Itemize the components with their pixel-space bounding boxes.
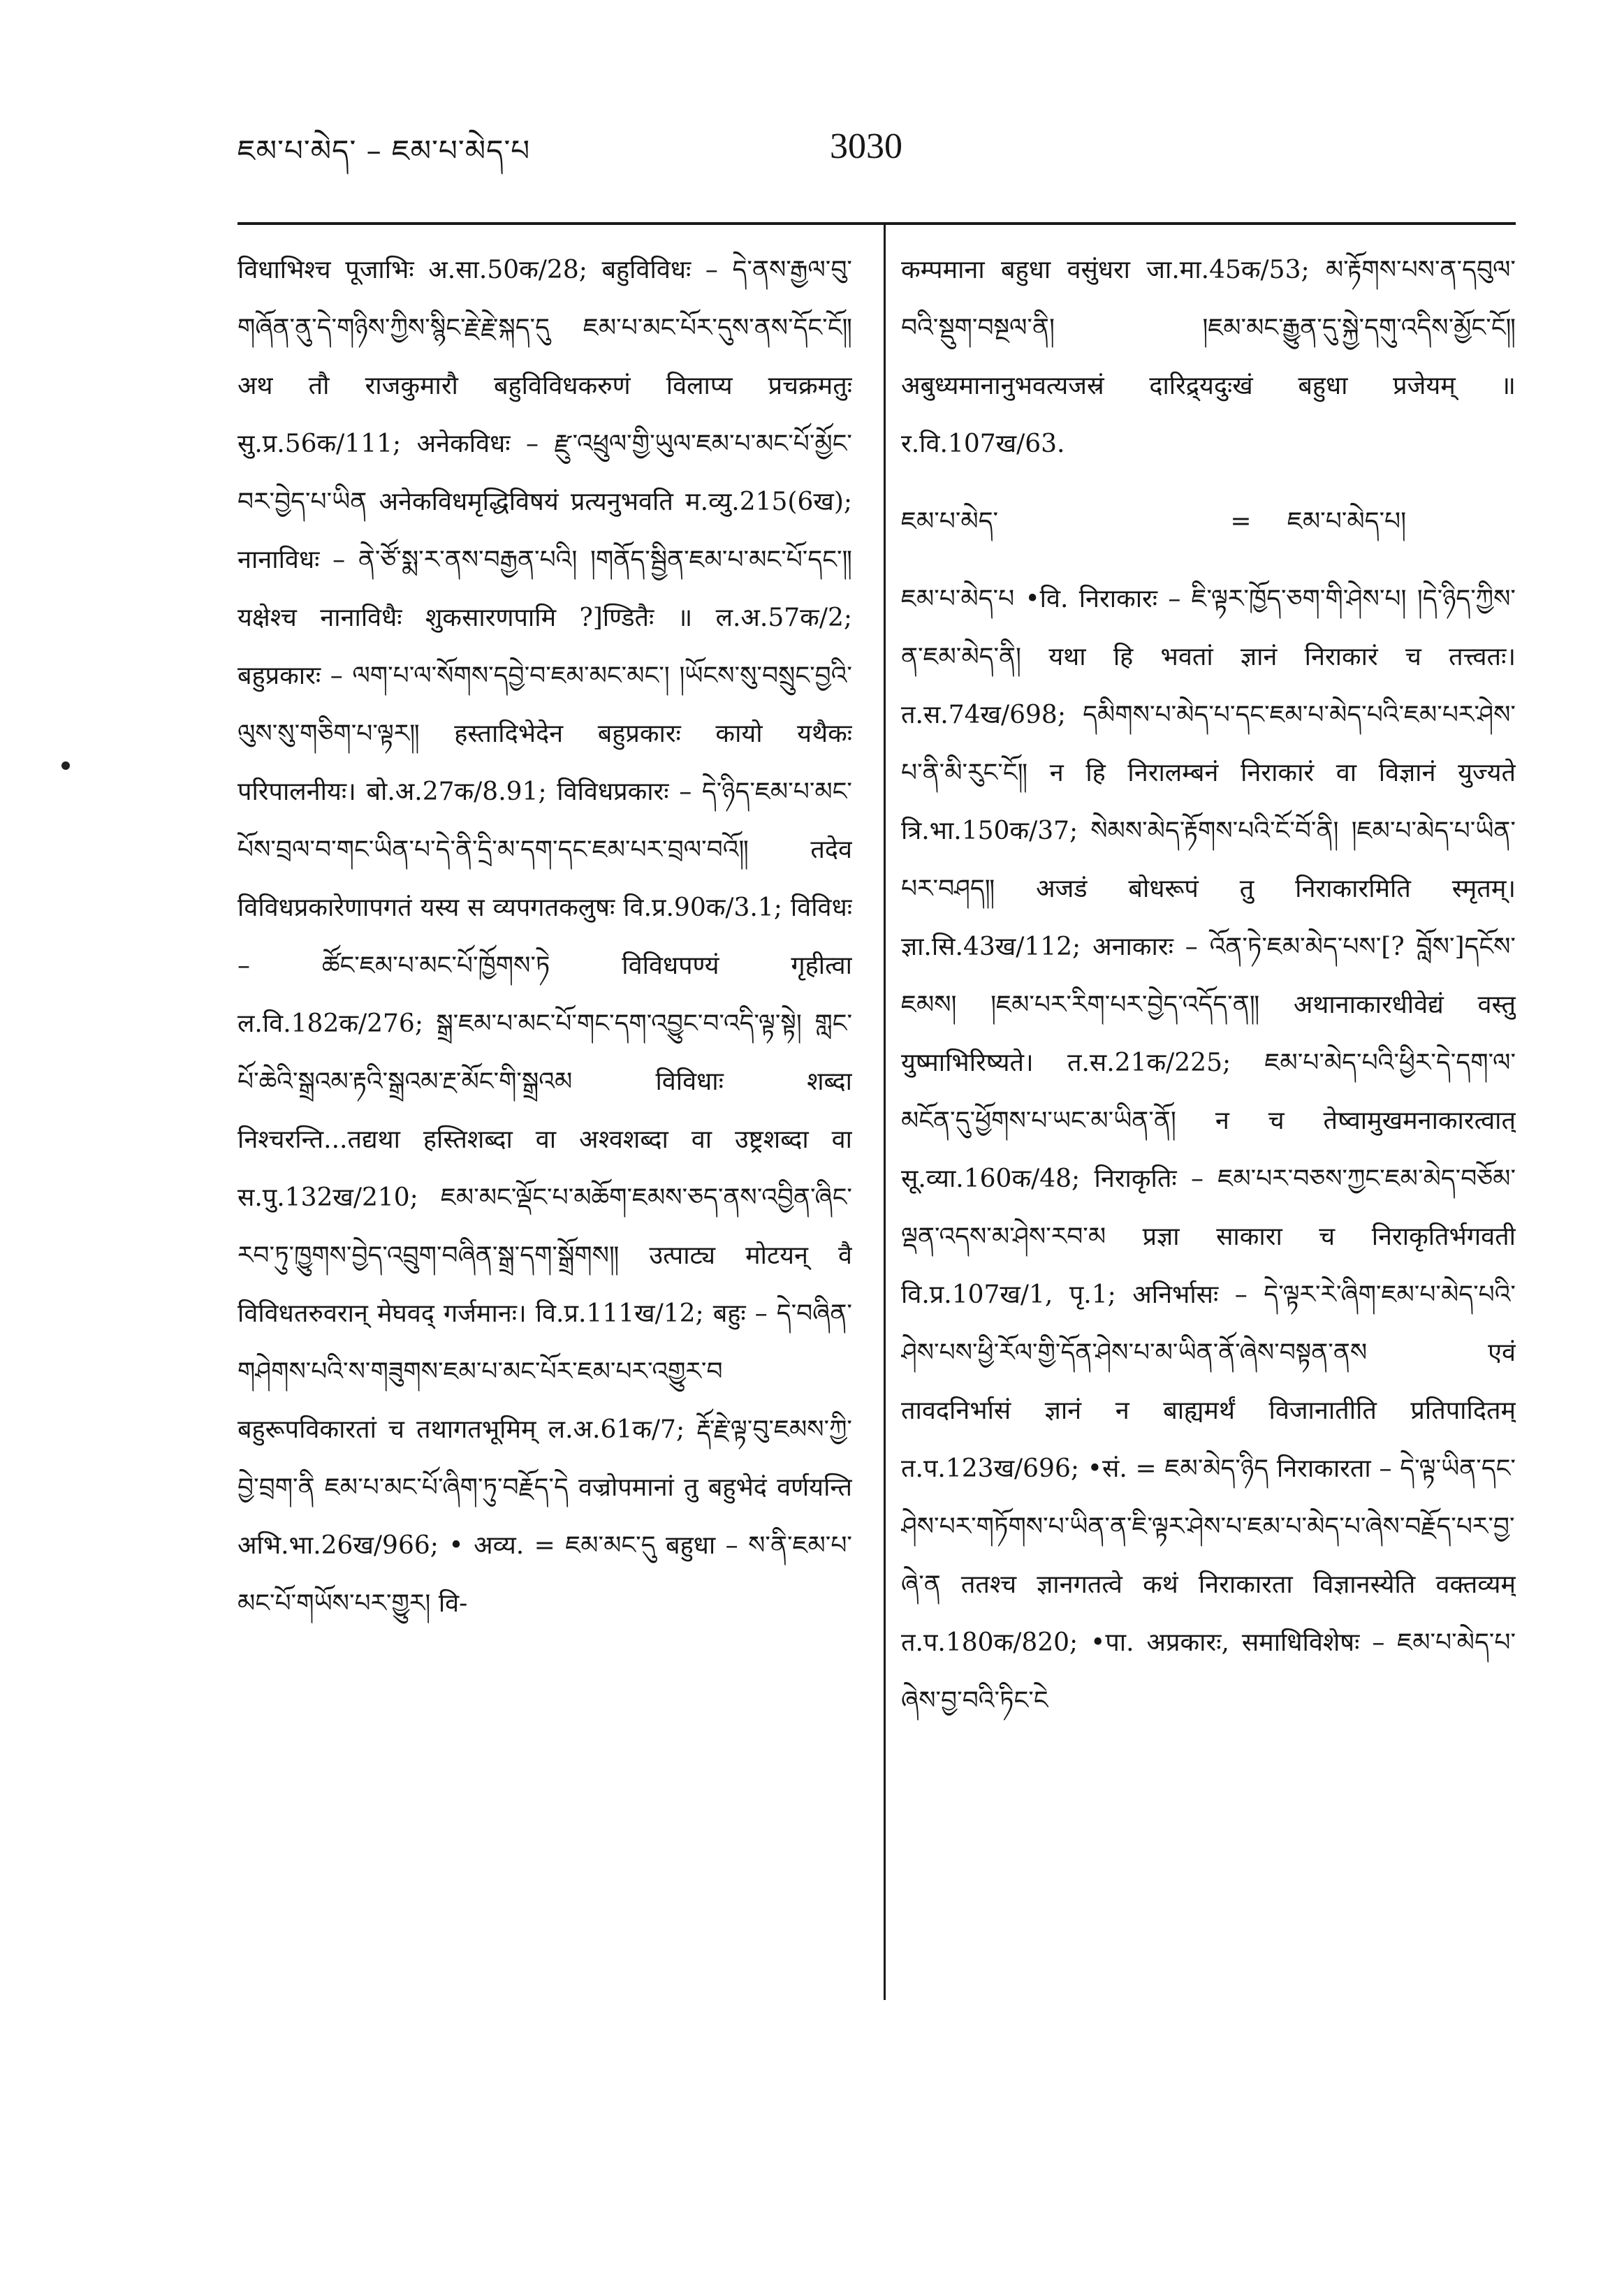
page-number: 3030 bbox=[830, 126, 902, 166]
main-entry-text: ཇམ་པ་མེད་པ •वि. निराकारः – ཇི་ལྟར་ཁྱོད་ཅག་གི་ཤེས་པ། །དེ་ཉིད་ཀྱིས་ན་ཇམ་མེད་ནི། यथा हि भवतां ज्ञानं निराकारं च तत्त्वतः। त.स.74ख/698; དམིགས་པ་མེད་པ་དང་ཇམ་པ་མེད་པའི་ཇམ་པར་ཤེས་པ་ནི་མི་རུང་ངོ༎ न हि निरालम्बनं निराकारं वा विज्ञानं युज्यते त्रि.भा.150क/37; སེམས་མེད་རྟོགས་པའི་ངོ་བོ་ནི། །ཇམ་པ་མེད་པ་ཡིན་པར་བཤད༎ अजडं बोधरूपं तु निराकारमिति स्मृतम्। ज्ञा.सि.43ख/112; अनाकारः – འོན་ཏེ་ཇམ་མེད་པས་[? བློས་]དངོས་ཇམས། །ཇམ་པར་རིག་པར་བྱེད་འདོད་ན༎ अथानाकारधीवेद्यं वस्तु युष्माभिरिष्यते। त.स.21क/225; ཇམ་པ་མེད་པའི་ཕྱིར་དེ་དག་ལ་མངོན་དུ་ཕྱོགས་པ་ཡང་མ་ཡིན་ནོ། न च तेष्वामुखमनाकारत्वात् सू.व्या.160क/48; निराकृतिः – ཇམ་པར་བཅས་ཀྱང་ཇམ་མེད་བཅོམ་ལྡན་འདས་མ་ཤེས་རབ་མ प्रज्ञा साकारा च निराकृतिर्भगवती वि.प्र.107ख/1, पृ.1; अनिर्भासः – དེ་ལྟར་རེ་ཞིག་ཇམ་པ་མེད་པའི་ཤེས་པས་ཕྱི་རོལ་གྱི་དོན་ཤེས་པ་མ་ཡིན་ནོ་ཞེས་བསྟན་ནས एवं तावदनिर्भासं ज्ञानं न बाह्यमर्थं विजानातीति प्रतिपादितम् त.प.123ख/696; •सं. = ཇམ་མེད་ཉིད निराकारता – དེ་ལྟ་ཡིན་དང་ཤེས་པར་གཏོགས་པ་ཡིན་ན་ཇི་ལྟར་ཤེས་པ་ཇམ་པ་མེད་པ་ཞེས་བརྗོད་པར་བྱ་ཞེ་ན ततश्च ज्ञानगतत्वे कथं निराकारता विज्ञानस्येति वक्तव्यम् त.प.180क/820; •पा. अप्रकारः, समाधिविशेषः – ཇམ་པ་མེད་པ་ཞེས་བྱ་བའི་ཏིང་ངེ bbox=[901, 585, 1516, 1715]
cross-reference-entry bbox=[901, 492, 1516, 550]
left-column bbox=[237, 241, 852, 2001]
running-head: ཇམ་པ་མེད་ – ཇམ་པ་མེད་པ bbox=[237, 133, 531, 168]
scan-speck bbox=[61, 761, 70, 770]
right-column bbox=[901, 241, 1516, 2001]
entry-headword: ཇམ་པ་མེད་ bbox=[901, 507, 999, 536]
left-column-text: विधाभिश्च पूजाभिः अ.सा.50क/28; बहुविविधः – དེ་ནས་རྒྱལ་བུ་གཞོན་ནུ་དེ་གཉིས་ཀྱིས་སྙིང་རྗེ་རྗེ་སྐད་དུ ཇམ་པ་མང་པོར་དུས་ནས་དོང་ངོ༎ अथ तौ राजकुमारौ बहुविविधकरुणं विलाप्य प्रचक्रमतुः सु.प्र.56क/111; अनेकविधः – རྫུ་འཕྲུལ་གྱི་ཡུལ་ཇམ་པ་མང་པོ་མྱོང་བར་བྱེད་པ་ཡིན अनेकविधमृद्धिविषयं प्रत्यनुभवति म.व्यु.215(6ख); नानाविधः – ནེ་ཙོ་སྨ་ར་ནས་བརྒྱན་པའི། །གནོད་སྦྱིན་ཇམ་པ་མང་པོ་དང་༎ यक्षेश्च नानाविधैः शुकसारणपामि ?]ण्डितैः ॥ ल.अ.57क/2; बहुप्रकारः – ལག་པ་ལ་སོགས་དབྱེ་བ་ཇམ་མང་མང་། །ཡོངས་སུ་བསྲུང་བྱའི་ལུས་སུ་གཅིག་པ་ལྟར༎ हस्तादिभेदेन बहुप्रकारः कायो यथैकः परिपालनीयः। बो.अ.27क/8.91; विविधप्रकारः – དེ་ཉིད་ཇམ་པ་མང་པོས་བྲལ་བ་གང་ཡིན་པ་དེ་ནི་དྲི་མ་དག་དང་ཇམ་པར་བྲལ་བའོ༎ तदेव विविधप्रकारेणापगतं यस्य स व्यपगतकलुषः वि.प्र.90क/3.1; विविधः – ཚོང་ཇམ་པ་མང་པོ་ཁྱོགས་ཏེ विविधपण्यं गृहीत्वा ल.वि.182क/276; སྒྲ་ཇམ་པ་མང་པོ་གང་དག་འབྱུང་བ་འདི་ལྟ་སྟེ། གླང་པོ་ཆེའི་སྒྲའམ་རྟའི་སྒྲའམ་རྔ་མོང་གི་སྒྲའམ विविधाः शब्दा निश्चरन्ति...तद्यथा हस्तिशब्दा वा अश्वशब्दा वा उष्ट्रशब्दा वा स.पु.132ख/210; ཇམ་མང་ལྡོང་པ་མཆོག་ཇམས་ཅད་ནས་འབྱིན་ཞིང་རབ་ཏུ་ཁྱུགས་བྱེད་འབྲུག་བཞིན་སྒྲ་དག་སྒྲོགས༎ उत्पाट्य मोटयन् वै विविधतरुवरान् मेघवद् गर्जमानः। वि.प्र.111ख/12; बहुः – དེ་བཞིན་གཤེགས་པའི་ས་གཟུགས་ཇམ་པ་མང་པོར་ཇམ་པར་འགྱུར་བ बहुरूपविकारतां च तथागतभूमिम् ल.अ.61क/7; རྡོ་རྗེ་ལྟ་བུ་ཇམས་ཀྱི་བྱེ་བྲག་ནི ཇམ་པ་མང་པོ་ཞིག་ཏུ་བརྗོད་དེ वज्रोपमानां तु बहुभेदं वर्णयन्ति अभि.भा.26ख/966; • अव्य. = ཇམ་མང་དུ बहुधा – ས་ནི་ཇམ་པ་མང་པོ་གཡོས་པར་གྱུར། वि- bbox=[237, 256, 852, 1618]
column-divider bbox=[884, 222, 886, 2000]
right-column-continuation: कम्पमाना बहुधा वसुंधरा जा.मा.45क/53; མ་རྟོགས་པས་ན་དབུལ་བའི་སྡུག་བསྔལ་ནི། །ཇམ་མང་རྒྱུན་དུ་སྐྱེ་དགུ་འདིས་མྱོང་ངོ༎ अबुध्यमानानुभवत्यजस्रं दारिद्र्यदुःखं बहुधा प्रजेयम् ॥ र.वि.107ख/63. bbox=[901, 256, 1516, 458]
entry-target: ཇམ་པ་མེད་པ། bbox=[1287, 507, 1407, 536]
header-rule bbox=[237, 222, 1516, 225]
equals-sign: = bbox=[1230, 507, 1252, 536]
